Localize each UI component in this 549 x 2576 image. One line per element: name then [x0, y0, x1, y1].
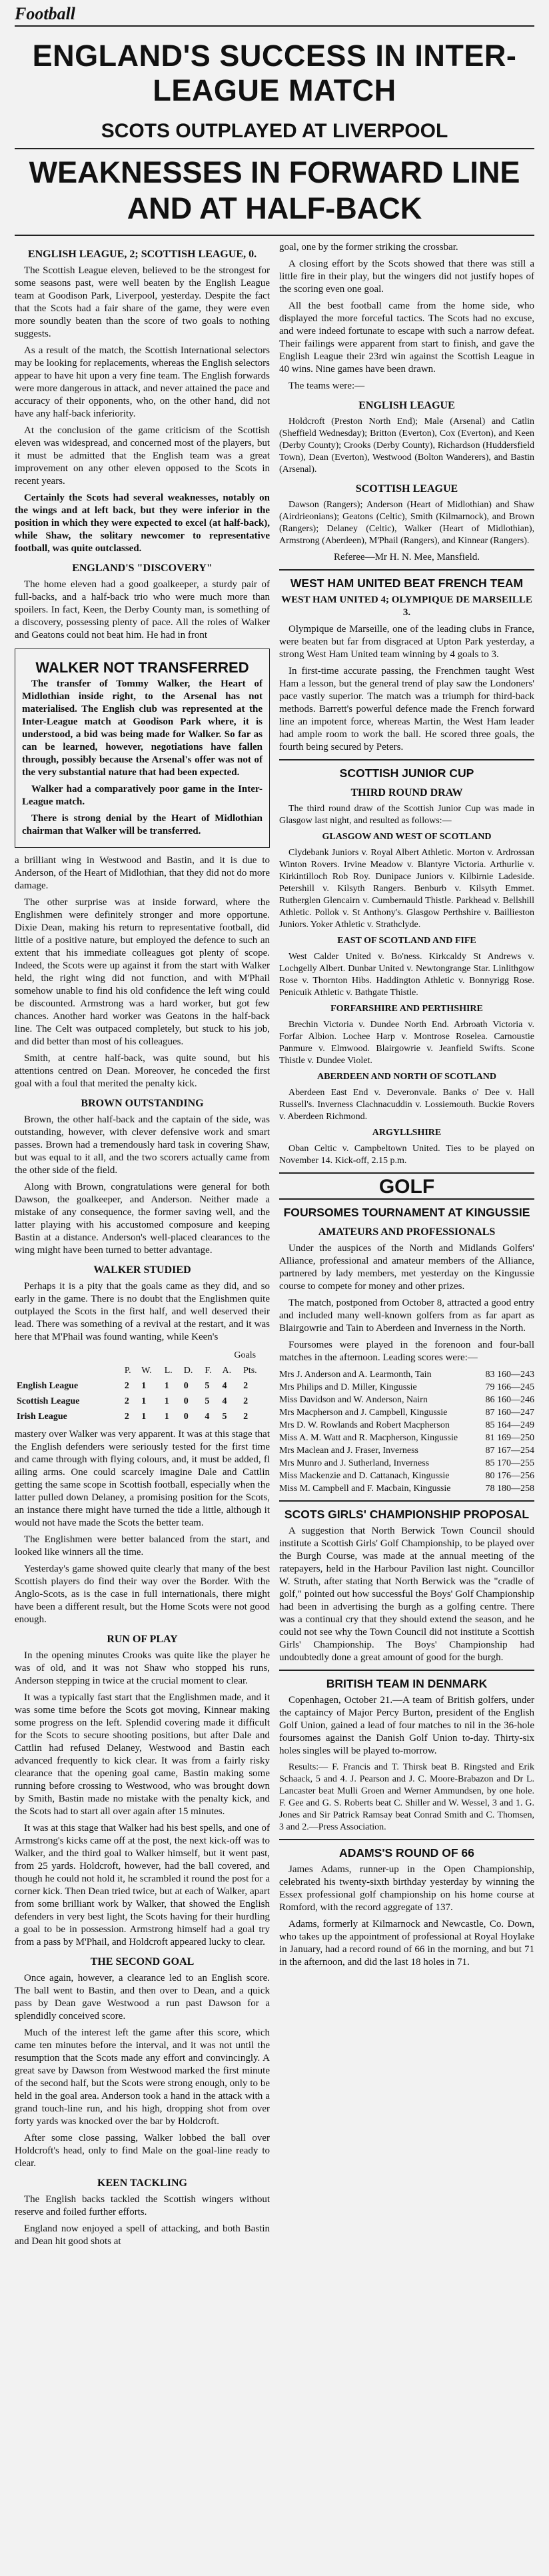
referee: Referee—Mr H. N. Mee, Mansfield. — [333, 552, 480, 563]
paragraph: Walker had a comparatively poor game in the Inter-League match. — [22, 784, 263, 807]
paragraph: Adams, formerly at Kilmarnock and Newcastle, Co. Down, who takes up the appointment of professional at Royal Hoylake in January, had a record round of 66 in the morning, and but 71 in the afternoon, and did the last 18 holes in 71. — [279, 1919, 534, 1967]
subheading: SCOTTISH LEAGUE — [355, 483, 458, 495]
article-heading: FOURSOMES TOURNAMENT AT KINGUSSIE — [283, 1206, 530, 1219]
region-heading: ARGYLLSHIRE — [372, 1128, 442, 1138]
right-column — [279, 241, 534, 1973]
league-table — [15, 1348, 270, 1424]
table-row: Irish League 2 1 1 0 4 5 2 — [17, 1412, 249, 1422]
paragraph: Smith, at centre half-back, was quite sound, but his attentions centred on Dean. Moreover, he conceded the first goal with a foul that merited the penalty kick. — [15, 1053, 270, 1089]
score-row: Miss Davidson and W. Anderson, Nairn 86 160—246 — [279, 1395, 534, 1405]
paragraph: Brown, the other half-back and the captain of the side, was outstanding, however, with clever defensive work and smart passes. Brown had a tremendously hard task in covering Shaw, but was equal to it all, and the two scorers actually came from the other side of the field. — [15, 1114, 270, 1176]
score-row: Mrs D. W. Rowlands and Robert Macpherson 85 164—249 — [279, 1420, 534, 1430]
team-list: Dawson (Rangers); Anderson (Heart of Midlothian) and Shaw (Airdrieonians); Geatons (Celtic), Smith (Kilmarnock), and Brown (Rangers); Delaney (Celtic), Walker (Heart of Midlothian), Armstrong (Aberdeen), M'Phail (Rangers), and Kinnear (Rangers). — [279, 500, 534, 546]
table-label-row — [15, 1348, 270, 1363]
paragraph: Perhaps it is a pity that the goals came as they did, and so early in the game. There is no doubt that the Englishmen quite outplayed the Scots in the first half, and well deserved their lead. There was something of a revival at the restart, and it was here that M'Phail was found wanting, while Keen's — [15, 1281, 270, 1342]
paragraph: England now enjoyed a spell of attacking, and both Bastin and Dean hit good shots at — [15, 2223, 270, 2247]
paragraph: In first-time accurate passing, the Frenchmen taught West Ham a lesson, but the general trend of play saw the Londoners' pace vastly superior. The match was a triumph for third-back methods. Barrett's powerful defence made the French forward line an impotent force, whereas Martin, the West Ham leader had ample room to work the ball. He scored three goals, the fourth being secured by Peters. — [279, 666, 534, 752]
paragraph: goal, one by the former striking the crossbar. — [279, 242, 458, 253]
table-row: Scottish League 2 1 1 0 5 4 2 — [17, 1396, 249, 1406]
paragraph: After some close passing, Walker lobbed the ball over Holdcroft's head, only to find Male on the goal-line ready to clear. — [15, 2133, 270, 2169]
paragraph: Results:— F. Francis and T. Thirsk beat B. Ringsted and Erik Schaack, 5 and 4. J. Pearson and J. C. Moore-Brabazon and Dr L. Lancaster beat Mulli Groen and Werner Ammundsen, by one hole. F. Gee and G. S. Roberts beat C. Shiller and W. Wessel, 3 and 1. G. Jones and Sir Patrick Ramsay beat Conrad Smith and C. Thomsen, 3 and 2.—Press Association. — [279, 1762, 534, 1832]
subheading: AMATEURS AND PROFESSIONALS — [318, 1226, 496, 1238]
paragraph: The other surprise was at inside forward, where the Englishmen were definitely stronger and more opportune. Dixie Dean, making his return to representative football, did little of a positive nature, but employed the defence to such an extent that his immediate colleagues got plenty of scope. Indeed, the Scots were up against it from the start with Walker held, the right wing did not function, and with M'Phail somehow unable to find his old confidence the left wing could be discounted. Armstrong was a hard worker, but got few chances. Another hard worker was Geatons in the half-back line. The Celt was outpaced completely, but stuck to his job, and did better than most of his colleagues. — [15, 897, 270, 1047]
paragraph: The home eleven had a good goalkeeper, a sturdy pair of full-backs, and a half-back trio who were much more than spoilers. In fact, Keen, the Derby County man, is something of a discovery, possessing plenty of pace. All the roles of Walker and Geatons could not beat him. He had in front — [15, 579, 270, 641]
divider — [15, 148, 534, 149]
divider — [279, 1839, 534, 1840]
walker-box — [15, 648, 270, 848]
paragraph: There is strong denial by the Heart of Midlothian chairman that Walker will be transferred. — [22, 813, 263, 836]
subheading: RUN OF PLAY — [107, 1634, 178, 1645]
article-heading: BRITISH TEAM IN DENMARK — [326, 1677, 488, 1690]
fixture-list: Brechin Victoria v. Dundee North End. Arbroath Victoria v. Forfar Albion. Lochee Harp v. Montrose Roselea. Carnoustie Panmure v. Elmwood. Blairgowrie v. Jeanfield Swifts. Scone Thistle v. Dundee Violet. — [279, 1020, 534, 1066]
box-title: WALKER NOT TRANSFERRED — [35, 659, 249, 676]
paragraph: The third round draw of the Scottish Junior Cup was made in Glasgow last night, and resulted as follows:— — [279, 804, 534, 826]
subheading: ENGLISH LEAGUE — [358, 400, 455, 411]
score-row: Miss Mackenzie and D. Cattanach, Kingussie 80 176—256 — [279, 1471, 534, 1481]
paragraph: A closing effort by the Scots showed that there was still a little fire in their play, but the wingers did not justify hopes of the scoring even one goal. — [279, 259, 534, 295]
team-list: Holdcroft (Preston North End); Male (Arsenal) and Catlin (Sheffield Wednesday); Britton (Everton), Cox (Everton), and Keen (Derby County); Crooks (Derby County), Richardson (Huddersfield Town), Dean (Everton), Westwood (Bolton Wanderers), and Bastin (Arsenal). — [279, 417, 534, 475]
article-columns — [15, 241, 534, 2252]
score-line: WEST HAM UNITED 4; OLYMPIQUE DE MARSEILLE 3. — [281, 595, 532, 618]
score-row: Mrs Maclean and J. Fraser, Inverness 87 167—254 — [279, 1446, 534, 1456]
paragraph: At the conclusion of the game criticism of the Scottish eleven was widespread, and concerned most of the players, but it must be admitted that the English team was a great improvement on any other eleven opposed to the Scots in recent years. — [15, 425, 270, 487]
section-label: Football — [15, 4, 76, 23]
score-row: Mrs Munro and J. Sutherland, Inverness 85 170—255 — [279, 1458, 534, 1468]
divider — [279, 1198, 534, 1200]
paragraph: A suggestion that North Berwick Town Council should institute a Scottish Girls' Golf Championship, to be played over the Burgh Course, was made at the annual meeting of the ratepayers, held in the Harbour Pavilion last night. Councillor W. Struth, after stating that North Berwick was the "cradle of golf," pointed out how successful the Boys' Golf Championship had been in advertising the burgh as a golfing centre. There was a continual cry that they should extend the season, and he could not see why the Town Council did not institute a Scottish Girls' Championship. The Boys' Championship had undoubtedly done a great amount of good for the burgh. — [279, 1526, 534, 1663]
paragraph: Yesterday's game showed quite clearly that many of the best Scottish players do find their way over the Border. With the Anglo-Scots, as is the case in full internationals, there might have been a different result, but the Home Scots were not good enough. — [15, 1564, 270, 1625]
paragraph: The Scottish League eleven, believed to be the strongest for some seasons past, were well beaten by the English League team at Goodison Park, Liverpool, yesterday. Despite the fact that the Scots had a fair share of the game, they were even more soundly beaten than the score of two goals to nothing suggests. — [15, 265, 270, 339]
divider — [279, 569, 534, 571]
divider — [15, 235, 534, 236]
banner-headline: WEAKNESSES IN FORWARD LINE AND AT HALF-BACK — [29, 155, 520, 225]
paragraph: The English backs tackled the Scottish wingers without reserve and foiled further efforts. — [15, 2194, 270, 2217]
table-header-row: P. W. L. D. F. A. Pts. — [124, 1366, 257, 1376]
paragraph: Certainly the Scots had several weaknesses, notably on the wings and at left back, but they were inferior in the position in which they were expected to excel (at half-back), while Shaw, the solitary newcomer to representative football, was quite outclassed. — [15, 493, 270, 554]
divider — [279, 1670, 534, 1671]
paragraph: Olympique de Marseille, one of the leading clubs in France, were beaten but far from disgraced at Upton Park yesterday, a strong West Ham United team winning by 4 goals to 3. — [279, 624, 534, 660]
paragraph: Copenhagen, October 21.—A team of British golfers, under the captaincy of Major Percy Burton, president of the English Golf Union, gained a lead of four matches to nil in the 36-hole foursomes against the Danish Golf Union to-day. Thirty-six holes singles will be played to-morrow. — [279, 1695, 534, 1756]
score-row: Miss M. Campbell and F. Macbain, Kingussie 78 180—258 — [279, 1484, 534, 1494]
fixture-list: Clydebank Juniors v. Royal Albert Athletic. Morton v. Ardrossan Winton Rovers. Irvine Meadow v. Blantyre Victoria. Arthurlie v. Kirkintilloch Rob Roy. Dunipace Juniors v. Kilbirnie Ladeside. Petershill v. Kilsyth Rangers. Benburb v. Kilsyth Emmet. Rutherglen Glencairn v. Cumbernauld Thistle. Parkhead v. Bellshill Athletic. Pollok v. St Anthony's. Glasgow Perthshire v. Baillieston Juniors. Yoker Athletic v. Strathclyde. — [279, 848, 534, 930]
paragraph: a brilliant wing in Westwood and Bastin, and it is due to Anderson, of the Heart of Midlothian, that they did not do more damage. — [15, 855, 270, 891]
region-heading: FORFARSHIRE AND PERTHSHIRE — [330, 1004, 483, 1014]
goals-label: Goals — [234, 1350, 257, 1360]
subheading: BROWN OUTSTANDING — [81, 1098, 204, 1109]
divider — [279, 759, 534, 760]
region-heading: ABERDEEN AND NORTH OF SCOTLAND — [317, 1072, 496, 1082]
paragraph: Under the auspices of the North and Midlands Golfers' Alliance, professional and amateur members of the Alliance, partnered by lady members, met yesterday on the Kingussie course to compete for money and other prizes. — [279, 1243, 534, 1292]
subheading: THIRD ROUND DRAW — [350, 787, 463, 798]
score-list — [279, 1368, 534, 1495]
paragraph: Along with Brown, congratulations were general for both Dawson, the goalkeeper, and Anderson. Neither made a mistake of any consequence, the former saving well, and the latter playing with his accustomed composure and keeping Bastin at a distance. Anderson's well-placed clearances to the wing might have been turned to better advantage. — [15, 1182, 270, 1256]
subheading: KEEN TACKLING — [97, 2177, 187, 2189]
main-headline: ENGLAND'S SUCCESS IN INTER-LEAGUE MATCH — [32, 39, 517, 107]
table-row: English League 2 1 1 0 5 4 2 — [17, 1381, 249, 1391]
paragraph: It was at this stage that Walker had his best spells, and one of Armstrong's kicks came off at the post, the next kick-off was to Walker, and the third goal to Walker himself, but it went past, from 25 yards. Holdcroft, however, had the ball covered, and though he could not hold it, he scrambled it round the post for a corner kick. Then Dean tried twice, but at each of Walker, apart from some brilliant work by Walker, that showed the English defenders in very best light, the Scots having for their hurdling a goal to be in possession. Armstrong himself had a goal try from a pass by M'Phail, and Holdcroft appeared lucky to clear. — [15, 1823, 270, 1947]
paragraph: It was a typically fast start that the Englishmen made, and it was some time before the Scots got moving, Kinnear making some progress on the left. Splendid covering made it difficult for the Scots to secure shooting positions, but after Dale and Cattlin had refused Delaney, Westwood and Bastin each advanced frequently to kick clear. It was from a fairly risky clearance that the opening goal came, Bastin making some running before crossing to Westwood, who was brought down by Smith, Bastin made no mistake with the penalty kick, and the Scots had to start all over again after 15 minutes. — [15, 1692, 270, 1817]
paragraph: The Englishmen were better balanced from the start, and looked like winners all the time. — [15, 1534, 270, 1558]
score-row: Miss A. M. Watt and R. Macpherson, Kingussie 81 169—250 — [279, 1433, 534, 1443]
region-heading: GLASGOW AND WEST OF SCOTLAND — [322, 832, 492, 842]
paragraph: Much of the interest left the game after this score, which came ten minutes before the interval, and it was not until the resumption that the Scots made any effort and convincingly. A great save by Dawson from Westwood marked the first minute of the second half, but the Scots were strong enough, only to be held in the goal area. Anderson took a hand in the attack with a grand touch-line run, and his high, dropping shot from over forty yards was knocked over the bar by Holdcroft. — [15, 2027, 270, 2127]
subheadline: SCOTS OUTPLAYED AT LIVERPOOL — [101, 120, 448, 142]
fixture-list: Aberdeen East End v. Deveronvale. Banks o' Dee v. Hall Russell's. Inverness Clachnacuddin v. Lossiemouth. Buckie Rovers v. Aberdeen Richmond. — [279, 1088, 534, 1122]
fixture-list: Oban Celtic v. Campbeltown United. Ties to be played on November 14. Kick-off, 2.15 p.m. — [279, 1144, 534, 1166]
score-row: Mrs J. Anderson and A. Learmonth, Tain 83 160—243 — [279, 1370, 534, 1380]
intro-heading: ENGLISH LEAGUE, 2; SCOTTISH LEAGUE, 0. — [27, 249, 257, 260]
top-rule — [15, 25, 534, 27]
article-heading: SCOTTISH JUNIOR CUP — [339, 766, 474, 780]
article-heading: WEST HAM UNITED BEAT FRENCH TEAM — [290, 577, 524, 590]
paragraph: The teams were:— — [288, 381, 365, 391]
paragraph: As a result of the match, the Scottish International selectors may be looking for replacements, whereas the English selectors appear to have hit upon a very fine team. The English forwards were more dangerous in attack, and never attained the pace and accuracy of their opponents, who, on the other hand, did not have any half-back inferiority. — [15, 345, 270, 419]
paragraph: Foursomes were played in the forenoon and four-ball matches in the afternoon. Leading scores were:— — [279, 1340, 534, 1363]
article-heading: SCOTS GIRLS' CHAMPIONSHIP PROPOSAL — [284, 1508, 530, 1521]
region-heading: EAST OF SCOTLAND AND FIFE — [337, 936, 476, 946]
paragraph: All the best football came from the home side, who displayed the more forceful tactics. The Scots had no excuse, and were indeed fortunate to escape with such a narrow defeat. Their failings were apparent from start to finish, and gave the English League their 23rd win against the Scottish League in 40 wins. Nine games have been drawn. — [279, 301, 534, 375]
paragraph: mastery over Walker was very apparent. It was at this stage that the English defenders were seriously tested for the first time and came through with flying colours, and, it must be added, fl ailing arms. One could scarcely imagine Dale and Cattlin getting the same scope in Scottish football, especially when the latter pulled down Delaney, a promising position for the Scots, an instance there might have turned the tide a little, although it would not have made the Scots the better team. — [15, 1429, 270, 1528]
section-heading-golf: GOLF — [378, 1176, 435, 1198]
section-header — [15, 0, 534, 24]
score-row: Mrs Macpherson and J. Campbell, Kingussie 87 160—247 — [279, 1408, 534, 1418]
paragraph: The transfer of Tommy Walker, the Heart of Midlothian inside right, to the Arsenal has not materialised. The English club was represented at the Inter-League match at Goodison Park where, it is understood, a bid was being made for Walker. So far as can be learned, however, negotiations have fallen through, possibly because the Arsenal's offer was not of the very substantial nature that had been expected. — [22, 678, 263, 778]
subheading: THE SECOND GOAL — [90, 1956, 195, 1967]
subheading: WALKER STUDIED — [93, 1264, 191, 1276]
paragraph: James Adams, runner-up in the Open Championship, celebrated his twenty-sixth birthday yesterday by winning the Essex professional golf championship on his home course at Romford, with the record aggregate of 137. — [279, 1864, 534, 1913]
left-column — [15, 241, 270, 2252]
paragraph: In the opening minutes Crooks was quite like the player he was of old, and it was not Shaw who stopped his runs, Anderson stepping in twice at the crucial moment to clear. — [15, 1650, 270, 1686]
paragraph: Once again, however, a clearance led to an English score. The ball went to Bastin, and then over to Dean, and a quick pass by Dean gave Westwood a run past Dawson for a splendidly conceived score. — [15, 1973, 270, 2021]
divider — [279, 1500, 534, 1502]
fixture-list: West Calder United v. Bo'ness. Kirkcaldy St Andrews v. Lochgelly Albert. Dunbar United v. Newtongrange Star. Linlithgow Rose v. Thornton Hibs. Haddington Athletic v. Bonnyrigg Rose. Penicuik Athletic v. Bathgate Thistle. — [279, 952, 534, 998]
article-heading: ADAMS'S ROUND OF 66 — [339, 1846, 474, 1860]
paragraph: The match, postponed from October 8, attracted a good entry and included many well-known golfers from as far apart as Blairgowrie and Tain to Aberdeen and Inverness in the North. — [279, 1298, 534, 1334]
score-row: Mrs Philips and D. Miller, Kingussie 79 166—245 — [279, 1382, 534, 1392]
divider — [279, 1172, 534, 1174]
subheading: ENGLAND'S "DISCOVERY" — [72, 563, 213, 574]
